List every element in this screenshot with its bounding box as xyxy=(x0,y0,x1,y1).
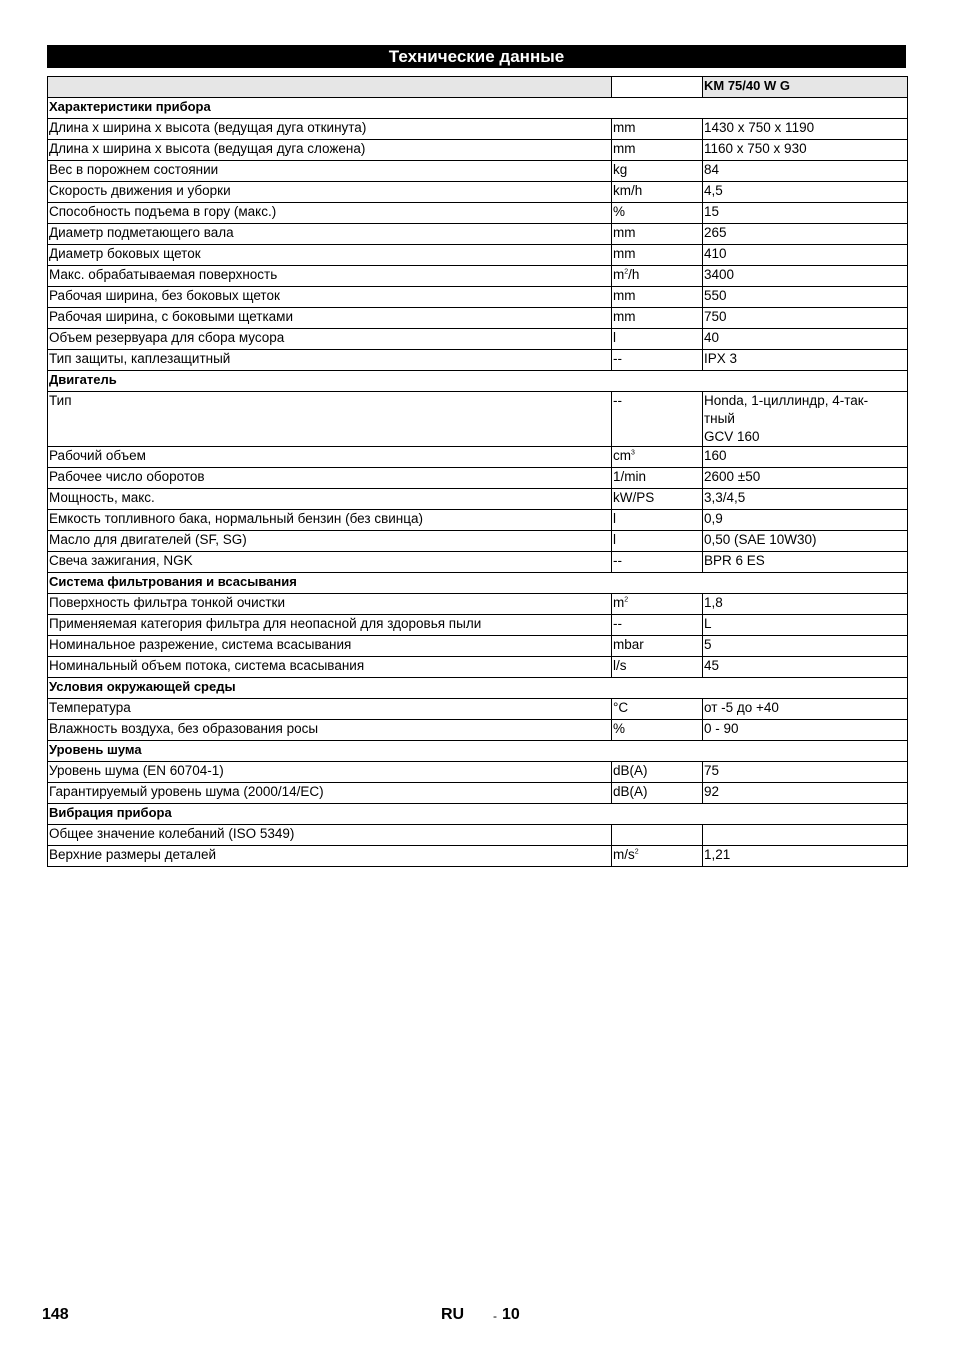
unit-text: °C xyxy=(613,700,629,715)
value-cell: 265 xyxy=(703,224,908,245)
header-blank-cell xyxy=(48,77,612,98)
value-cell: от -5 до +40 xyxy=(703,699,908,720)
parameter-label: Поверхность фильтра тонкой очистки xyxy=(48,594,612,615)
parameter-label: Рабочая ширина, без боковых щеток xyxy=(48,287,612,308)
value-cell: 1,8 xyxy=(703,594,908,615)
unit-cell xyxy=(612,552,703,573)
unit-text: cm xyxy=(613,448,631,463)
table-header-row xyxy=(48,77,908,98)
table-row xyxy=(48,825,908,846)
unit-cell xyxy=(612,245,703,266)
table-row xyxy=(48,846,908,867)
table-row xyxy=(48,161,908,182)
parameter-label: Способность подъема в гору (макс.) xyxy=(48,203,612,224)
unit-cell xyxy=(612,636,703,657)
section-heading: Уровень шума xyxy=(48,741,908,762)
unit-cell xyxy=(612,594,703,615)
unit-cell xyxy=(612,657,703,678)
parameter-label: Тип защиты, каплезащитный xyxy=(48,350,612,371)
table-row xyxy=(48,308,908,329)
table-row xyxy=(48,510,908,531)
parameter-label: Номинальный объем потока, система всасывания xyxy=(48,657,612,678)
header-spacer-cell xyxy=(612,77,703,98)
unit-superscript: 2 xyxy=(634,848,639,856)
unit-text: m/s xyxy=(613,847,635,862)
value-cell: 410 xyxy=(703,245,908,266)
value-cell: IPX 3 xyxy=(703,350,908,371)
value-cell: Honda, 1-циллиндр, 4-так- тный GCV 160 xyxy=(703,392,908,447)
table-row xyxy=(48,266,908,287)
table-row xyxy=(48,203,908,224)
parameter-label: Номинальное разрежение, система всасывания xyxy=(48,636,612,657)
unit-text: l xyxy=(613,511,616,526)
value-cell: 3400 xyxy=(703,266,908,287)
page-title: Технические данные xyxy=(47,45,906,68)
value-cell: 40 xyxy=(703,329,908,350)
parameter-label: Скорость движения и уборки xyxy=(48,182,612,203)
unit-cell xyxy=(612,531,703,552)
unit-cell xyxy=(612,182,703,203)
section-heading-row xyxy=(48,371,908,392)
unit-text: mm xyxy=(613,225,636,240)
unit-text: -- xyxy=(613,616,622,631)
unit-cell xyxy=(612,720,703,741)
parameter-label: Применяемая категория фильтра для неопасной для здоровья пыли xyxy=(48,615,612,636)
section-page-number: 10 xyxy=(502,1306,520,1323)
table-row xyxy=(48,783,908,804)
unit-superscript: 2 xyxy=(624,596,629,604)
parameter-label: Общее значение колебаний (ISO 5349) xyxy=(48,825,612,846)
parameter-label: Свеча зажигания, NGK xyxy=(48,552,612,573)
parameter-label: Длина x ширина x высота (ведущая дуга откинута) xyxy=(48,119,612,140)
unit-text: kg xyxy=(613,162,628,177)
unit-cell xyxy=(612,140,703,161)
unit-cell xyxy=(612,489,703,510)
page-number: 148 xyxy=(42,1306,69,1323)
parameter-label: Уровень шума (EN 60704-1) xyxy=(48,762,612,783)
table-row xyxy=(48,594,908,615)
unit-text: % xyxy=(613,721,626,736)
unit-text: -- xyxy=(613,393,622,408)
unit-text: kW/PS xyxy=(613,490,655,505)
table-row xyxy=(48,287,908,308)
parameter-label: Диаметр подметающего вала xyxy=(48,224,612,245)
unit-text: mm xyxy=(613,141,636,156)
value-cell: 550 xyxy=(703,287,908,308)
unit-cell xyxy=(612,161,703,182)
unit-cell xyxy=(612,308,703,329)
parameter-label: Температура xyxy=(48,699,612,720)
section-heading-row xyxy=(48,741,908,762)
parameter-label: Масло для двигателей (SF, SG) xyxy=(48,531,612,552)
value-cell: 75 xyxy=(703,762,908,783)
value-cell: L xyxy=(703,615,908,636)
language-code: RU xyxy=(441,1306,465,1323)
value-cell: 160 xyxy=(703,447,908,468)
unit-text: mbar xyxy=(613,637,644,652)
parameter-label: Тип xyxy=(48,392,612,447)
unit-cell xyxy=(612,119,703,140)
unit-text: mm xyxy=(613,120,636,135)
unit-text: km/h xyxy=(613,183,643,198)
unit-text: mm xyxy=(613,309,636,324)
value-cell: BPR 6 ES xyxy=(703,552,908,573)
value-cell: 92 xyxy=(703,783,908,804)
parameter-label: Рабочее число оборотов xyxy=(48,468,612,489)
unit-cell xyxy=(612,224,703,245)
table-row xyxy=(48,329,908,350)
unit-text: -- xyxy=(613,351,622,366)
unit-text: l/s xyxy=(613,658,627,673)
value-cell: 84 xyxy=(703,161,908,182)
unit-suffix: /h xyxy=(628,267,640,282)
parameter-label: Рабочий объем xyxy=(48,447,612,468)
table-row xyxy=(48,119,908,140)
unit-cell xyxy=(612,846,703,867)
table-row xyxy=(48,468,908,489)
unit-cell xyxy=(612,699,703,720)
value-cell: 15 xyxy=(703,203,908,224)
unit-cell xyxy=(612,825,703,846)
table-row xyxy=(48,552,908,573)
table-row xyxy=(48,392,908,447)
table-row xyxy=(48,531,908,552)
unit-cell xyxy=(612,615,703,636)
value-cell: 2600 ±50 xyxy=(703,468,908,489)
unit-text: m xyxy=(613,267,625,282)
section-heading: Вибрация прибора xyxy=(48,804,908,825)
section-heading-row xyxy=(48,573,908,594)
value-cell: 0,50 (SAE 10W30) xyxy=(703,531,908,552)
table-row xyxy=(48,350,908,371)
unit-superscript: 2 xyxy=(624,268,629,276)
section-heading: Характеристики прибора xyxy=(48,98,908,119)
value-cell: 1,21 xyxy=(703,846,908,867)
parameter-label: Объем резервуара для сбора мусора xyxy=(48,329,612,350)
table-row xyxy=(48,636,908,657)
unit-text: dB(A) xyxy=(613,763,648,778)
parameter-label: Емкость топливного бака, нормальный бензин (без свинца) xyxy=(48,510,612,531)
footer-dash: - xyxy=(493,1309,497,1323)
value-cell: 4,5 xyxy=(703,182,908,203)
unit-cell xyxy=(612,392,703,447)
value-cell: 1160 x 750 x 930 xyxy=(703,140,908,161)
parameter-label: Мощность, макс. xyxy=(48,489,612,510)
section-heading-row xyxy=(48,804,908,825)
table-row xyxy=(48,720,908,741)
table-row xyxy=(48,489,908,510)
unit-cell xyxy=(612,468,703,489)
section-heading: Условия окружающей среды xyxy=(48,678,908,699)
parameter-label: Диаметр боковых щеток xyxy=(48,245,612,266)
parameter-label: Верхние размеры деталей xyxy=(48,846,612,867)
section-heading: Система фильтрования и всасывания xyxy=(48,573,908,594)
unit-text: -- xyxy=(613,553,622,568)
value-cell: 1430 x 750 x 1190 xyxy=(703,119,908,140)
value-cell: 45 xyxy=(703,657,908,678)
unit-cell xyxy=(612,447,703,468)
unit-cell xyxy=(612,350,703,371)
table-row xyxy=(48,657,908,678)
parameter-label: Гарантируемый уровень шума (2000/14/EC) xyxy=(48,783,612,804)
unit-cell xyxy=(612,762,703,783)
value-cell: 5 xyxy=(703,636,908,657)
unit-cell xyxy=(612,287,703,308)
value-cell: 0 - 90 xyxy=(703,720,908,741)
value-cell: 750 xyxy=(703,308,908,329)
unit-text: 1/min xyxy=(613,469,647,484)
model-header: KM 75/40 W G xyxy=(703,77,908,98)
parameter-label: Вес в порожнем состоянии xyxy=(48,161,612,182)
table-row xyxy=(48,224,908,245)
unit-cell xyxy=(612,329,703,350)
technical-data-table xyxy=(47,76,908,867)
value-cell: 0,9 xyxy=(703,510,908,531)
unit-text: dB(A) xyxy=(613,784,648,799)
unit-text: l xyxy=(613,330,616,345)
unit-text: m xyxy=(613,595,625,610)
unit-text: l xyxy=(613,532,616,547)
value-cell: 3,3/4,5 xyxy=(703,489,908,510)
unit-cell xyxy=(612,510,703,531)
unit-text: % xyxy=(613,204,626,219)
table-row xyxy=(48,762,908,783)
value-cell xyxy=(703,825,908,846)
section-heading-row xyxy=(48,98,908,119)
table-row xyxy=(48,140,908,161)
unit-cell xyxy=(612,783,703,804)
table-row xyxy=(48,182,908,203)
unit-text: mm xyxy=(613,288,636,303)
unit-cell xyxy=(612,266,703,287)
unit-cell xyxy=(612,203,703,224)
section-heading: Двигатель xyxy=(48,371,908,392)
unit-text: mm xyxy=(613,246,636,261)
table-row xyxy=(48,245,908,266)
table-row xyxy=(48,699,908,720)
table-row xyxy=(48,447,908,468)
unit-superscript: 3 xyxy=(631,449,635,457)
parameter-label: Макс. обрабатываемая поверхность xyxy=(48,266,612,287)
parameter-label: Влажность воздуха, без образования росы xyxy=(48,720,612,741)
parameter-label: Рабочая ширина, с боковыми щетками xyxy=(48,308,612,329)
table-row xyxy=(48,615,908,636)
technical-data-body xyxy=(48,77,908,867)
section-heading-row xyxy=(48,678,908,699)
parameter-label: Длина x ширина x высота (ведущая дуга сложена) xyxy=(48,140,612,161)
